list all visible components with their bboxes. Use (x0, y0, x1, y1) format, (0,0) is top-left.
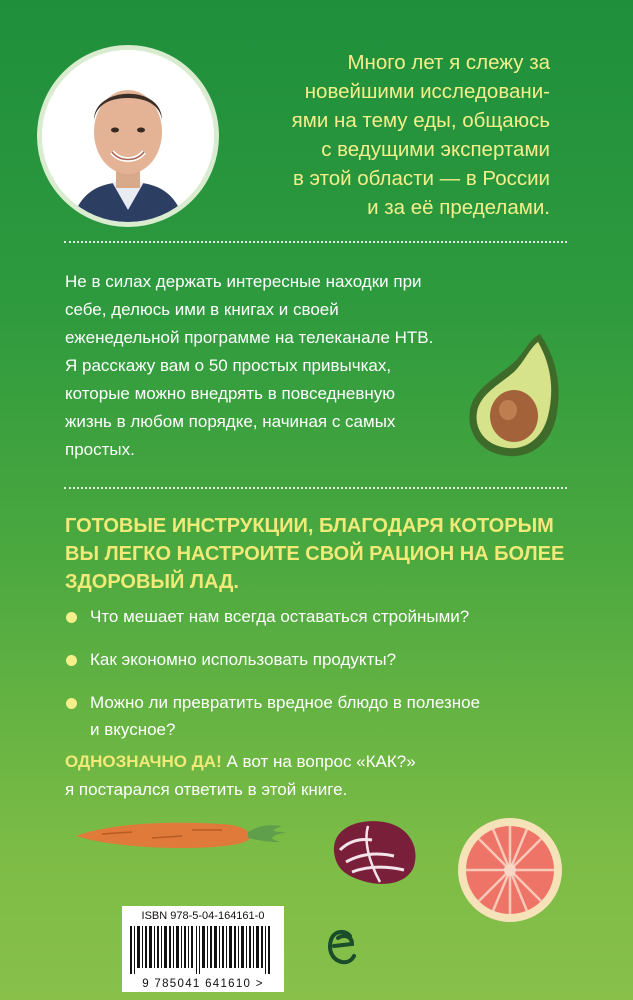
barcode-digits: 9 785041 641610 > (142, 978, 264, 990)
intro-text (260, 48, 550, 222)
isbn-number: ISBN 978-5-04-164161-0 (141, 910, 265, 922)
closing-line2: я постарался ответить в этой книге. (65, 780, 348, 799)
paragraph-line: жизнь в любом порядке, начиная с самых (65, 412, 396, 431)
paragraph-line: еженедельной программе на телеканале НТВ. (65, 328, 434, 347)
carrot-illustration (72, 812, 292, 856)
closing-text (65, 748, 585, 804)
bullet-text: и вкусное? (90, 720, 176, 739)
eksmo-e-logo-icon (326, 924, 356, 968)
headline-line: ГОТОВЫЕ ИНСТРУКЦИИ, БЛАГОДАРЯ КОТОРЫМ (65, 515, 554, 537)
closing-emphasis: ОДНОЗНАЧНО ДА! (65, 752, 222, 771)
headline-line: ВЫ ЛЕГКО НАСТРОИТЕ СВОЙ РАЦИОН НА БОЛЕЕ (65, 543, 565, 565)
radicchio-illustration (328, 816, 420, 888)
bullet-item (66, 603, 586, 630)
bullet-text: Как экономно использовать продукты? (90, 650, 397, 669)
barcode-icon (130, 926, 276, 974)
closing-line1: А вот на вопрос «КАК?» (221, 752, 416, 771)
paragraph-line: Я расскажу вам о 50 простых привычках, (65, 356, 392, 375)
avocado-illustration (462, 330, 562, 460)
headline (65, 512, 585, 596)
intro-line: Много лет я слежу за (347, 51, 550, 74)
bullet-item (66, 646, 586, 673)
paragraph-line: которые можно внедрять в повседневную (65, 384, 396, 403)
dotted-divider (64, 487, 567, 489)
intro-line: в этой области — в России (292, 167, 550, 190)
author-portrait (37, 45, 219, 227)
author-photo (42, 50, 214, 222)
bullet-dot-icon (66, 698, 77, 709)
bullet-text: Что мешает нам всегда оставаться стройными? (90, 607, 470, 626)
grapefruit-illustration (456, 816, 564, 924)
intro-line: новейшими исследовани- (304, 80, 550, 103)
paragraph-2 (65, 352, 505, 464)
bullet-text: Можно ли превратить вредное блюдо в полезное (90, 693, 481, 712)
bullet-item (66, 689, 586, 743)
dotted-divider (64, 241, 567, 243)
paragraph-1 (65, 268, 505, 352)
bullet-dot-icon (66, 612, 77, 623)
intro-line: и за её пределами. (367, 196, 550, 219)
barcode-block (122, 906, 284, 992)
paragraph-line: простых. (65, 440, 135, 459)
intro-line: ями на тему еды, общаюсь (291, 109, 550, 132)
intro-line: с ведущими экспертами (321, 138, 550, 161)
paragraph-line: себе, делюсь ими в книгах и своей (65, 300, 339, 319)
bullet-dot-icon (66, 655, 77, 666)
headline-line: ЗДОРОВЫЙ ЛАД. (65, 571, 239, 593)
paragraph-line: Не в силах держать интересные находки при (65, 272, 422, 291)
